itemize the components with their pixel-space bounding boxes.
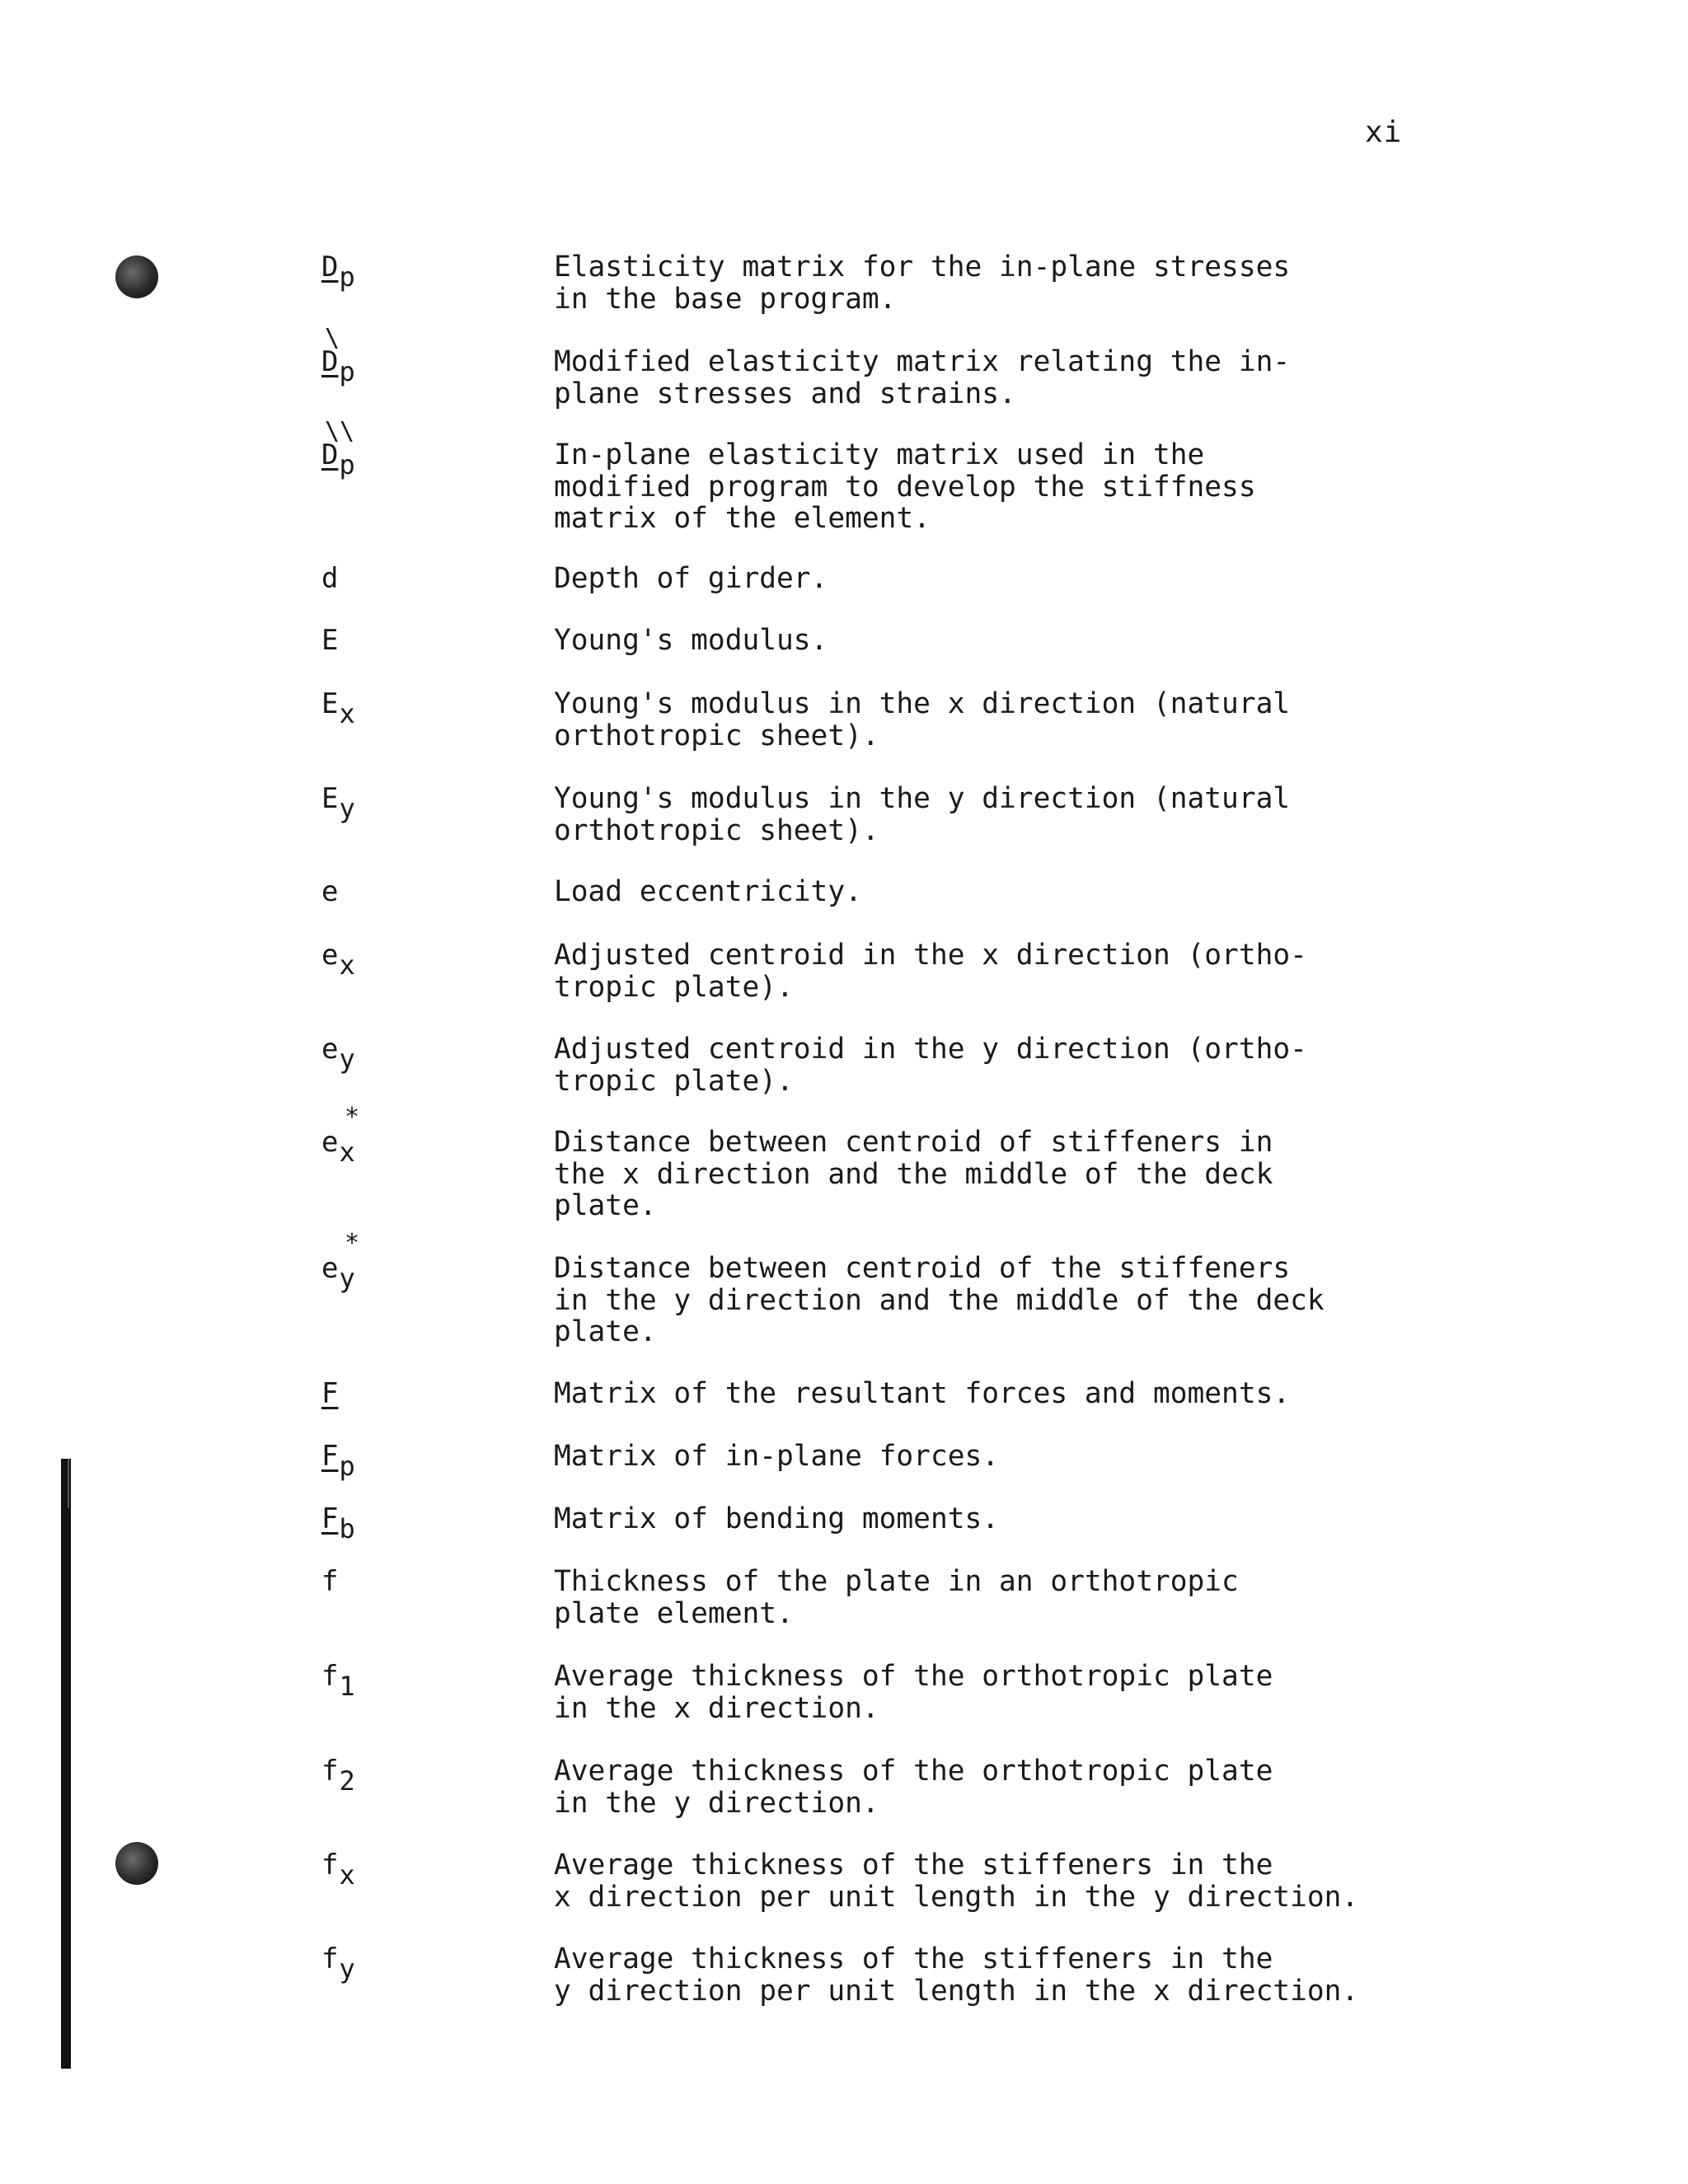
symbol-base: D <box>321 438 339 471</box>
symbol-description: Average thickness of the orthotropic plate in the x direction. <box>554 1660 1273 1725</box>
symbol <box>321 625 486 656</box>
symbol-description: Load eccentricity. <box>554 875 862 908</box>
symbol <box>321 1755 486 1797</box>
symbol <box>321 1661 486 1702</box>
symbol-subscript: x <box>339 949 355 981</box>
symbol-base: D <box>321 345 339 378</box>
symbol <box>321 876 486 907</box>
symbol-mark: * <box>345 1229 360 1258</box>
symbol-base: D <box>321 251 339 284</box>
symbol <box>321 1566 486 1597</box>
symbol-description: Matrix of in-plane forces. <box>554 1440 1000 1473</box>
symbol-subscript: x <box>339 698 355 729</box>
symbol-subscript: x <box>339 1137 355 1168</box>
symbol-description: Elasticity matrix for the in-plane stresses in the base program. <box>554 251 1291 316</box>
symbol <box>321 1033 486 1075</box>
margin-binding-line <box>61 1459 71 2069</box>
symbol-base: E <box>321 624 339 657</box>
symbol-base: f <box>321 1849 339 1882</box>
symbol-base: F <box>321 1440 339 1473</box>
symbol-base: e <box>321 1033 339 1066</box>
symbol-base: f <box>321 1565 339 1598</box>
symbol-base: e <box>321 1126 339 1159</box>
punch-hole-top <box>115 255 158 298</box>
symbol <box>321 324 486 387</box>
symbol-description: Adjusted centroid in the y direction (ortho- tropic plate). <box>554 1033 1307 1098</box>
symbol-description: Depth of girder. <box>554 562 828 595</box>
symbol-description: Young's modulus in the y direction (natural orthotropic sheet). <box>554 782 1291 847</box>
symbol-description: Thickness of the plate in an orthotropic plate element. <box>554 1565 1239 1630</box>
symbol-subscript: 1 <box>339 1671 355 1702</box>
symbol <box>321 1943 486 1985</box>
symbol-mark: * <box>345 1103 360 1132</box>
page-number: xi <box>1365 115 1403 149</box>
margin-tick <box>68 1459 69 1508</box>
symbol <box>321 251 486 293</box>
symbol <box>321 1441 486 1482</box>
symbol-mark: \\ <box>325 417 355 446</box>
symbol-base: f <box>321 1660 339 1693</box>
symbol <box>321 940 486 981</box>
symbol-base: e <box>321 939 339 972</box>
symbol-base: d <box>321 562 339 595</box>
symbol-base: E <box>321 687 339 720</box>
symbol-description: Matrix of the resultant forces and moments. <box>554 1377 1291 1410</box>
symbol-subscript: p <box>339 356 355 387</box>
symbol-description: Young's modulus in the x direction (natural orthotropic sheet). <box>554 687 1291 752</box>
symbol-description: Young's modulus. <box>554 624 828 657</box>
symbol <box>321 1849 486 1891</box>
symbol-subscript: p <box>339 449 355 480</box>
symbol-subscript: p <box>339 261 355 293</box>
symbol-description: Average thickness of the stiffeners in the y direction per unit length in the x direction. <box>554 1943 1359 2008</box>
symbol-description: Adjusted centroid in the x direction (ortho- tropic plate). <box>554 939 1307 1004</box>
symbol-base: F <box>321 1377 339 1410</box>
symbol <box>321 417 486 480</box>
symbol-subscript: y <box>339 793 355 824</box>
symbol <box>321 1229 486 1294</box>
symbol-base: e <box>321 1252 339 1285</box>
symbol-mark: \ <box>325 324 340 353</box>
symbol-base: E <box>321 782 339 815</box>
symbol <box>321 1378 486 1409</box>
symbol-subscript: y <box>339 1263 355 1294</box>
symbol-subscript: 2 <box>339 1765 355 1797</box>
symbol-subscript: b <box>339 1513 355 1544</box>
symbol-subscript: x <box>339 1859 355 1891</box>
symbol-base: f <box>321 1755 339 1788</box>
symbol <box>321 688 486 729</box>
symbol <box>321 1503 486 1544</box>
symbol-description: Average thickness of the orthotropic plate in the y direction. <box>554 1755 1273 1820</box>
symbol-description: Distance between centroid of stiffeners in the x direction and the middle of the deck plate. <box>554 1126 1273 1222</box>
symbol-description: Modified elasticity matrix relating the in- plane stresses and strains. <box>554 345 1291 410</box>
symbol-base: e <box>321 875 339 908</box>
symbol-description: In-plane elasticity matrix used in the modified program to develop the stiffness matrix of the element. <box>554 438 1256 535</box>
symbol <box>321 563 486 594</box>
symbol-description: Matrix of bending moments. <box>554 1502 1000 1535</box>
symbol <box>321 1103 486 1168</box>
symbol-description: Distance between centroid of the stiffeners in the y direction and the middle of the deck plate. <box>554 1252 1325 1348</box>
symbol-base: f <box>321 1943 339 1975</box>
symbol-description: Average thickness of the stiffeners in the x direction per unit length in the y direction. <box>554 1849 1359 1914</box>
symbol-subscript: p <box>339 1451 355 1482</box>
punch-hole-bottom <box>115 1842 158 1885</box>
symbol-subscript: y <box>339 1953 355 1985</box>
symbol <box>321 783 486 824</box>
symbol-base: F <box>321 1502 339 1535</box>
symbol-subscript: y <box>339 1043 355 1075</box>
